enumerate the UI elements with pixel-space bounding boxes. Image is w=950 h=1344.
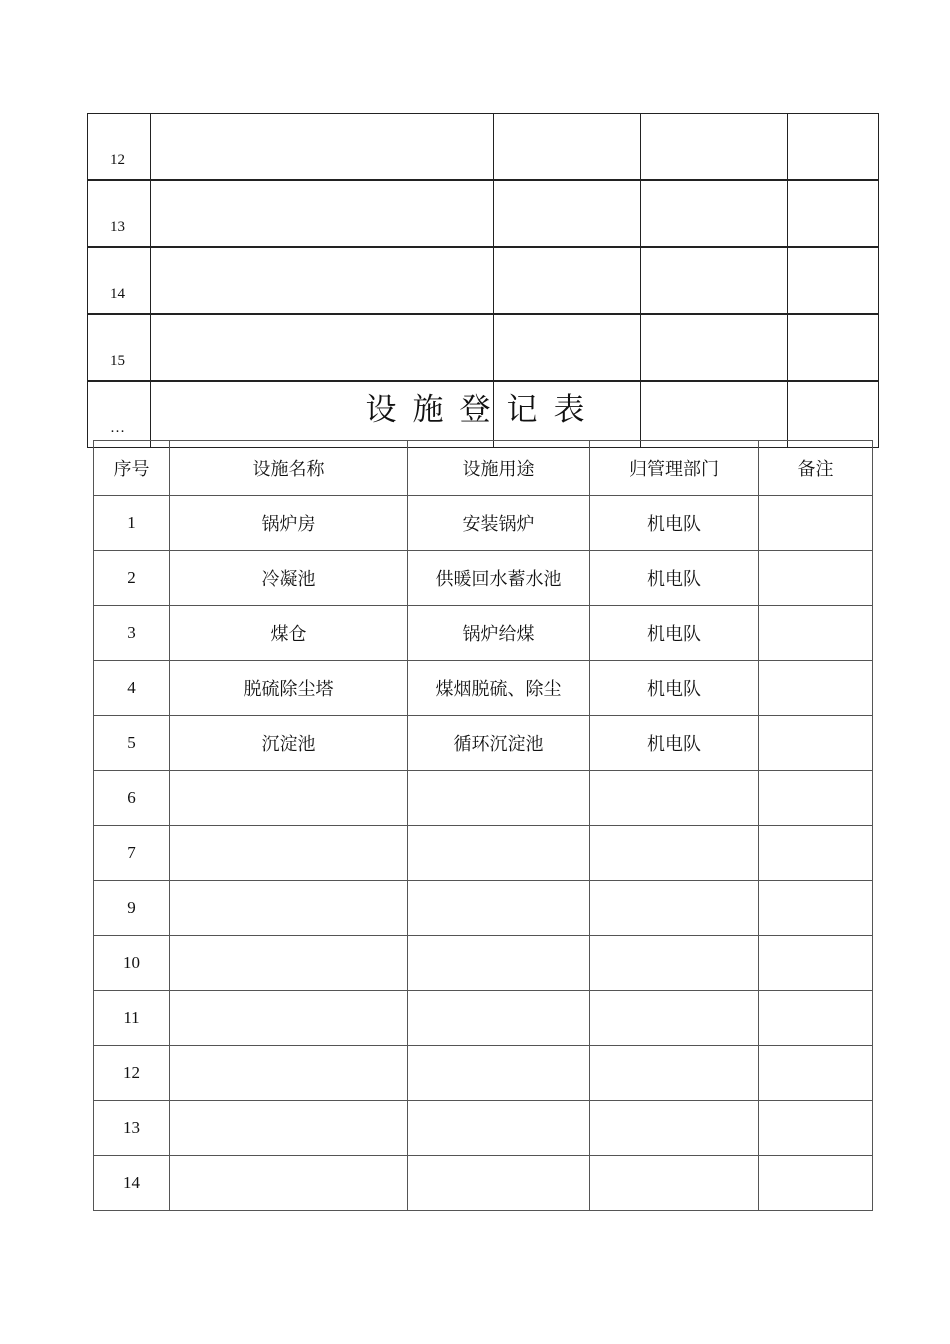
row-number: 14 — [88, 247, 151, 314]
table-cell — [759, 661, 873, 716]
row-number: 3 — [94, 606, 170, 661]
table-cell — [590, 936, 759, 991]
row-number: 9 — [94, 881, 170, 936]
table-row — [88, 247, 879, 314]
column-header: 设施名称 — [170, 441, 408, 496]
table-row — [88, 180, 879, 247]
table-cell — [408, 1101, 590, 1156]
table-cell — [788, 247, 879, 314]
table-cell: 煤烟脱硫、除尘 — [408, 661, 590, 716]
row-number: 2 — [94, 551, 170, 606]
table-cell — [641, 314, 788, 381]
table-cell — [788, 180, 879, 247]
table-cell — [641, 247, 788, 314]
table-cell — [788, 314, 879, 381]
table-cell: 机电队 — [590, 661, 759, 716]
table-cell — [590, 771, 759, 826]
table-cell — [494, 114, 641, 181]
table-row — [94, 826, 873, 881]
row-number: 13 — [88, 180, 151, 247]
table-cell — [170, 826, 408, 881]
table-cell — [788, 114, 879, 181]
table-row — [88, 114, 879, 181]
table-cell — [759, 1101, 873, 1156]
table-row — [94, 1156, 873, 1211]
table-cell — [759, 881, 873, 936]
table-row — [94, 1046, 873, 1101]
table-cell — [641, 180, 788, 247]
table-cell — [590, 991, 759, 1046]
row-number: 5 — [94, 716, 170, 771]
table-cell — [759, 606, 873, 661]
table-cell — [151, 180, 494, 247]
row-number: 4 — [94, 661, 170, 716]
table-cell — [759, 936, 873, 991]
table-cell — [590, 1101, 759, 1156]
table-row — [88, 314, 879, 381]
row-number: 12 — [88, 114, 151, 181]
table-row — [94, 771, 873, 826]
column-header: 备注 — [759, 441, 873, 496]
row-number: 11 — [94, 991, 170, 1046]
table-cell — [408, 826, 590, 881]
table-cell — [759, 1156, 873, 1211]
table-cell — [590, 881, 759, 936]
table-cell — [170, 771, 408, 826]
table-cell: 供暖回水蓄水池 — [408, 551, 590, 606]
table-cell — [151, 247, 494, 314]
column-header: 设施用途 — [408, 441, 590, 496]
table-cell — [408, 936, 590, 991]
table-cell — [590, 1046, 759, 1101]
table-row — [94, 716, 873, 771]
table-cell: 冷凝池 — [170, 551, 408, 606]
table-cell — [590, 1156, 759, 1211]
page-title: 设施登记表 — [365, 392, 601, 428]
table-cell: 机电队 — [590, 496, 759, 551]
table-cell — [759, 771, 873, 826]
table-cell — [170, 1156, 408, 1211]
row-number: 15 — [88, 314, 151, 381]
table-cell — [170, 881, 408, 936]
table-cell: 机电队 — [590, 716, 759, 771]
table-cell: 锅炉给煤 — [408, 606, 590, 661]
row-number: 13 — [94, 1101, 170, 1156]
row-number: 7 — [94, 826, 170, 881]
table-cell — [494, 314, 641, 381]
table-row — [94, 991, 873, 1046]
table-cell: 锅炉房 — [170, 496, 408, 551]
table-cell — [408, 991, 590, 1046]
table-cell — [408, 771, 590, 826]
facility-registry-table — [93, 440, 873, 1211]
table-cell — [170, 936, 408, 991]
table-row — [94, 936, 873, 991]
row-number: 14 — [94, 1156, 170, 1211]
table-cell — [590, 826, 759, 881]
table-cell — [759, 991, 873, 1046]
table-cell — [151, 314, 494, 381]
table-cell — [641, 114, 788, 181]
table-cell — [408, 1046, 590, 1101]
table-cell — [408, 881, 590, 936]
table-row — [94, 606, 873, 661]
table-cell — [759, 826, 873, 881]
table-cell — [759, 496, 873, 551]
table-cell: 脱硫除尘塔 — [170, 661, 408, 716]
row-number: 10 — [94, 936, 170, 991]
table-row — [94, 496, 873, 551]
column-header: 归管理部门 — [590, 441, 759, 496]
table-row — [94, 551, 873, 606]
table-cell — [494, 180, 641, 247]
table-cell — [759, 716, 873, 771]
table-cell — [170, 1046, 408, 1101]
table-cell — [170, 991, 408, 1046]
row-number: 6 — [94, 771, 170, 826]
table-cell: 沉淀池 — [170, 716, 408, 771]
table-cell: 机电队 — [590, 606, 759, 661]
header-row — [94, 441, 873, 496]
table-cell — [408, 1156, 590, 1211]
table-row — [94, 881, 873, 936]
row-number: … — [88, 381, 151, 448]
table-cell: 循环沉淀池 — [408, 716, 590, 771]
row-number: 1 — [94, 496, 170, 551]
table-cell — [494, 247, 641, 314]
row-number: 12 — [94, 1046, 170, 1101]
table-cell: 安装锅炉 — [408, 496, 590, 551]
table-cell: 机电队 — [590, 551, 759, 606]
table-row — [94, 1101, 873, 1156]
table-cell — [759, 551, 873, 606]
table-cell — [151, 114, 494, 181]
table-cell — [170, 1101, 408, 1156]
table-cell — [759, 1046, 873, 1101]
table-cell: 煤仓 — [170, 606, 408, 661]
column-header: 序号 — [94, 441, 170, 496]
table-row — [94, 661, 873, 716]
